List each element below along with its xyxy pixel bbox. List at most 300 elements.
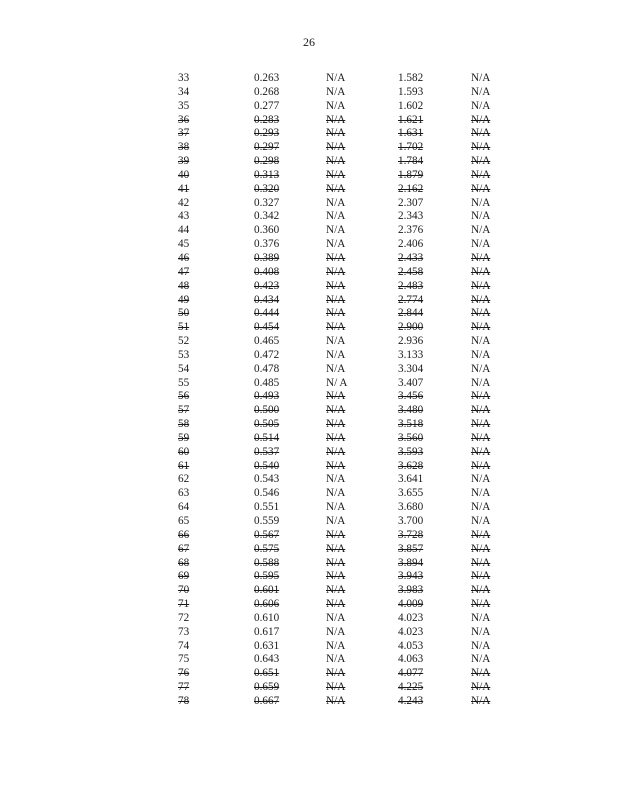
cell-text: N/A [326, 418, 346, 431]
cell-text: N/A [471, 611, 491, 624]
cell-text: N/A [326, 390, 346, 403]
cell-text: 68 [178, 556, 190, 569]
cell-text: N/A [471, 348, 491, 361]
cell-text: 52 [178, 335, 190, 348]
cell-text: 0.546 [254, 487, 280, 500]
cell-text: 33 [178, 72, 190, 84]
table-cell-row-index [178, 529, 254, 543]
table-row [178, 515, 501, 529]
table-cell-value-a [254, 377, 326, 391]
table-cell-value-c [398, 612, 471, 626]
cell-text: 0.540 [254, 459, 280, 472]
cell-text: 0.263 [254, 72, 280, 84]
cell-text: 4.243 [398, 694, 424, 707]
table-cell-row-index [178, 653, 254, 667]
table-cell-row-index [178, 294, 254, 308]
cell-text: N/A [471, 307, 491, 320]
cell-text: 2.900 [398, 321, 424, 334]
table-row [178, 473, 501, 487]
cell-text: N/A [326, 127, 346, 140]
cell-text: N/A [326, 445, 346, 458]
table-cell-value-c [398, 72, 471, 86]
table-cell-row-index [178, 86, 254, 100]
page-number: 26 [303, 35, 315, 49]
table-row-struck [178, 584, 501, 598]
table-row [178, 238, 501, 252]
table-cell-row-index [178, 280, 254, 294]
table-cell-value-a [254, 155, 326, 169]
table-cell-value-a [254, 584, 326, 598]
table-cell-row-index [178, 557, 254, 571]
table-cell-value-c [398, 695, 471, 709]
cell-text: N/A [471, 445, 491, 458]
table-cell-value-c [398, 294, 471, 308]
table-cell-row-index [178, 307, 254, 321]
table-cell-value-c [398, 570, 471, 584]
table-cell-value-c [398, 335, 471, 349]
cell-text: 40 [178, 168, 190, 181]
cell-text: 51 [178, 321, 190, 334]
table-cell-value-c [398, 501, 471, 515]
cell-text: 0.595 [254, 570, 280, 583]
table-cell-value-b [326, 141, 398, 155]
cell-text: 38 [178, 141, 190, 154]
table-cell-row-index [178, 183, 254, 197]
cell-text: N/A [471, 667, 491, 680]
cell-text: 0.667 [254, 694, 280, 707]
table-cell-value-b [326, 570, 398, 584]
cell-text: 0.434 [254, 293, 280, 306]
table-cell-value-c [398, 86, 471, 100]
cell-text: 2.376 [398, 224, 424, 237]
table-cell-value-d [471, 598, 501, 612]
cell-text: N/A [326, 681, 346, 694]
table-cell-value-d [471, 557, 501, 571]
table-cell-value-d [471, 584, 501, 598]
table-row [178, 86, 501, 100]
table-row-struck [178, 557, 501, 571]
table-row-struck [178, 446, 501, 460]
table-cell-value-d [471, 321, 501, 335]
table-row-struck [178, 404, 501, 418]
cell-text: 76 [178, 667, 190, 680]
cell-text: N/A [471, 542, 491, 555]
cell-text: 4.023 [398, 625, 424, 638]
cell-text: N/A [471, 584, 491, 597]
table-cell-value-d [471, 626, 501, 640]
cell-text: 0.389 [254, 251, 280, 264]
table-cell-value-c [398, 460, 471, 474]
table-cell-row-index [178, 626, 254, 640]
table-row-struck [178, 280, 501, 294]
cell-text: 45 [178, 238, 190, 251]
cell-text: 67 [178, 542, 190, 555]
cell-text: N/A [471, 113, 491, 126]
table-cell-value-a [254, 294, 326, 308]
cell-text: N/A [471, 556, 491, 569]
table-cell-value-d [471, 335, 501, 349]
table-cell-value-b [326, 377, 398, 391]
cell-text: 2.774 [398, 293, 424, 306]
table-cell-value-d [471, 653, 501, 667]
table-row [178, 100, 501, 114]
table-cell-value-a [254, 183, 326, 197]
table-cell-value-c [398, 363, 471, 377]
table-cell-value-d [471, 363, 501, 377]
table-cell-row-index [178, 515, 254, 529]
table-cell-value-c [398, 266, 471, 280]
cell-text: N/A [471, 196, 491, 209]
cell-text: N/A [471, 251, 491, 264]
table-cell-value-a [254, 557, 326, 571]
cell-text: N/A [471, 376, 491, 389]
table-cell-row-index [178, 363, 254, 377]
cell-text: 0.559 [254, 515, 280, 527]
cell-text: 49 [178, 293, 190, 306]
table-cell-value-d [471, 197, 501, 211]
table-cell-value-b [326, 224, 398, 238]
cell-text: 0.283 [254, 113, 280, 126]
table-cell-value-d [471, 114, 501, 128]
table-cell-value-b [326, 473, 398, 487]
table-cell-row-index [178, 598, 254, 612]
table-row-struck [178, 169, 501, 183]
table-cell-value-c [398, 390, 471, 404]
table-cell-value-a [254, 432, 326, 446]
table-cell-row-index [178, 640, 254, 654]
cell-text: N/A [326, 155, 346, 168]
cell-text: 2.433 [398, 251, 424, 264]
table-cell-value-a [254, 141, 326, 155]
cell-text: 47 [178, 265, 190, 278]
cell-text: N/A [326, 99, 346, 112]
data-table [178, 72, 501, 709]
cell-text: 0.277 [254, 99, 280, 112]
table-cell-value-b [326, 487, 398, 501]
cell-text: 55 [178, 376, 190, 389]
cell-text: 50 [178, 307, 190, 320]
cell-text: N/A [471, 265, 491, 278]
table-cell-value-a [254, 280, 326, 294]
table-cell-value-b [326, 349, 398, 363]
cell-text: N/A [326, 307, 346, 320]
table-cell-value-b [326, 169, 398, 183]
cell-text: N/A [326, 196, 346, 209]
table-cell-value-c [398, 224, 471, 238]
table-cell-value-b [326, 238, 398, 252]
table-cell-value-b [326, 280, 398, 294]
cell-text: N/A [326, 404, 346, 417]
table-row [178, 349, 501, 363]
cell-text: N/A [471, 390, 491, 403]
cell-text: 35 [178, 99, 190, 112]
cell-text: 0.423 [254, 279, 280, 292]
table-cell-row-index [178, 114, 254, 128]
table-cell-value-b [326, 460, 398, 474]
table-cell-value-a [254, 418, 326, 432]
table-cell-value-b [326, 197, 398, 211]
cell-text: 4.053 [398, 639, 424, 652]
table-cell-row-index [178, 584, 254, 598]
cell-text: 65 [178, 515, 190, 527]
table-cell-value-b [326, 114, 398, 128]
table-cell-value-c [398, 653, 471, 667]
table-row-struck [178, 460, 501, 474]
cell-text: 0.444 [254, 307, 280, 320]
cell-text: N/A [471, 238, 491, 251]
table-cell-value-b [326, 432, 398, 446]
cell-text: 0.327 [254, 196, 280, 209]
cell-text: 0.543 [254, 473, 280, 486]
cell-text: N/A [471, 598, 491, 611]
cell-text: 58 [178, 418, 190, 431]
table-cell-value-d [471, 224, 501, 238]
table-cell-value-d [471, 404, 501, 418]
cell-text: 0.298 [254, 155, 280, 168]
table-cell-value-a [254, 653, 326, 667]
cell-text: 0.588 [254, 556, 280, 569]
table-cell-value-d [471, 349, 501, 363]
table-cell-row-index [178, 210, 254, 224]
cell-text: 3.593 [398, 445, 424, 458]
cell-text: 2.406 [398, 238, 424, 251]
table-cell-value-b [326, 418, 398, 432]
cell-text: 4.023 [398, 611, 424, 624]
table-row-struck [178, 183, 501, 197]
cell-text: N/A [326, 113, 346, 126]
table-cell-value-c [398, 418, 471, 432]
table-cell-row-index [178, 266, 254, 280]
cell-text: N/A [471, 210, 491, 223]
cell-text: N/A [326, 639, 346, 652]
table-cell-value-a [254, 695, 326, 709]
table-cell-value-a [254, 252, 326, 266]
table-cell-value-a [254, 667, 326, 681]
cell-text: 46 [178, 251, 190, 264]
table-cell-value-b [326, 72, 398, 86]
cell-text: N/A [326, 265, 346, 278]
table-cell-value-b [326, 183, 398, 197]
table-cell-value-a [254, 446, 326, 460]
cell-text: 0.567 [254, 528, 280, 541]
table-cell-value-a [254, 349, 326, 363]
cell-text: 4.009 [398, 598, 424, 611]
cell-text: N/A [471, 99, 491, 112]
cell-text: N/A [326, 667, 346, 680]
table-row [178, 72, 501, 86]
cell-text: N/A [471, 694, 491, 707]
table-cell-value-b [326, 557, 398, 571]
cell-text: 77 [178, 681, 190, 694]
table-cell-value-b [326, 390, 398, 404]
cell-text: 1.621 [398, 113, 424, 126]
table-cell-value-c [398, 141, 471, 155]
table-row-struck [178, 432, 501, 446]
table-cell-value-c [398, 169, 471, 183]
table-cell-row-index [178, 252, 254, 266]
table-row-struck [178, 529, 501, 543]
table-cell-value-c [398, 584, 471, 598]
cell-text: 41 [178, 182, 190, 195]
table-row-struck [178, 695, 501, 709]
table-cell-value-d [471, 86, 501, 100]
table-row-struck [178, 252, 501, 266]
cell-text: N/A [326, 141, 346, 154]
table-cell-value-b [326, 155, 398, 169]
table-cell-value-b [326, 363, 398, 377]
table-row [178, 487, 501, 501]
table-row-struck [178, 114, 501, 128]
cell-text: 0.514 [254, 431, 280, 444]
cell-text: 37 [178, 127, 190, 140]
table-cell-value-c [398, 252, 471, 266]
cell-text: N/A [326, 694, 346, 707]
table-row-struck [178, 418, 501, 432]
cell-text: 71 [178, 598, 190, 611]
table-row-struck [178, 598, 501, 612]
cell-text: N/A [326, 431, 346, 444]
table-cell-value-b [326, 321, 398, 335]
cell-text: 2.936 [398, 335, 424, 348]
cell-text: 1.631 [398, 127, 424, 140]
cell-text: 42 [178, 196, 190, 209]
table-cell-value-d [471, 432, 501, 446]
cell-text: 2.483 [398, 279, 424, 292]
cell-text: 3.655 [398, 487, 424, 500]
cell-text: N/A [471, 459, 491, 472]
cell-text: 0.606 [254, 598, 280, 611]
cell-text: 0.472 [254, 348, 280, 361]
table-cell-value-b [326, 584, 398, 598]
cell-text: 0.465 [254, 335, 280, 348]
table-cell-value-b [326, 543, 398, 557]
table-cell-row-index [178, 487, 254, 501]
cell-text: 64 [178, 501, 190, 514]
table-cell-row-index [178, 169, 254, 183]
table-row-struck [178, 321, 501, 335]
table-cell-value-a [254, 100, 326, 114]
cell-text: N/A [326, 251, 346, 264]
table-row-struck [178, 390, 501, 404]
cell-text: 0.293 [254, 127, 280, 140]
table-cell-value-c [398, 100, 471, 114]
table-cell-row-index [178, 349, 254, 363]
table-cell-value-d [471, 280, 501, 294]
table-cell-value-b [326, 640, 398, 654]
table-cell-value-a [254, 626, 326, 640]
table-cell-value-b [326, 307, 398, 321]
cell-text: N/A [326, 515, 346, 527]
table-cell-value-b [326, 653, 398, 667]
cell-text: N/A [326, 556, 346, 569]
cell-text: 0.659 [254, 681, 280, 694]
cell-text: 66 [178, 528, 190, 541]
table-cell-row-index [178, 224, 254, 238]
cell-text: 1.602 [398, 99, 424, 112]
cell-text: 3.943 [398, 570, 424, 583]
cell-text: 3.641 [398, 473, 424, 486]
table-cell-value-d [471, 612, 501, 626]
cell-text: 3.304 [398, 362, 424, 375]
table-cell-value-b [326, 266, 398, 280]
table-cell-value-d [471, 390, 501, 404]
cell-text: N/A [326, 625, 346, 638]
cell-text: N/A [471, 570, 491, 583]
cell-text: N/A [326, 72, 346, 84]
cell-text: N/A [471, 224, 491, 237]
cell-text: 3.983 [398, 584, 424, 597]
table-row-struck [178, 155, 501, 169]
table-row [178, 626, 501, 640]
table-cell-value-d [471, 127, 501, 141]
table-cell-value-b [326, 626, 398, 640]
table-cell-value-c [398, 404, 471, 418]
cell-text: 2.343 [398, 210, 424, 223]
cell-text: 3.133 [398, 348, 424, 361]
table-cell-value-d [471, 210, 501, 224]
cell-text: 70 [178, 584, 190, 597]
cell-text: N/A [326, 321, 346, 334]
cell-text: 69 [178, 570, 190, 583]
table-cell-value-d [471, 695, 501, 709]
cell-text: 3.894 [398, 556, 424, 569]
cell-text: 36 [178, 113, 190, 126]
cell-text: 57 [178, 404, 190, 417]
table-cell-value-c [398, 183, 471, 197]
cell-text: N/A [326, 168, 346, 181]
table-cell-row-index [178, 501, 254, 515]
table-cell-row-index [178, 543, 254, 557]
cell-text: 3.456 [398, 390, 424, 403]
cell-text: N/A [471, 404, 491, 417]
cell-text: N/A [471, 279, 491, 292]
table-cell-value-a [254, 169, 326, 183]
table-cell-row-index [178, 141, 254, 155]
cell-text: N/A [326, 238, 346, 251]
cell-text: 0.643 [254, 653, 280, 666]
table-cell-value-a [254, 460, 326, 474]
cell-text: 0.493 [254, 390, 280, 403]
table-cell-value-a [254, 487, 326, 501]
cell-text: 39 [178, 155, 190, 168]
cell-text: N/A [326, 224, 346, 237]
table-cell-value-d [471, 681, 501, 695]
cell-text: N/A [326, 293, 346, 306]
cell-text: N/A [471, 431, 491, 444]
table-cell-value-c [398, 127, 471, 141]
cell-text: N/A [471, 168, 491, 181]
cell-text: N/A [471, 293, 491, 306]
table-row-struck [178, 543, 501, 557]
table-row-struck [178, 681, 501, 695]
table-cell-value-a [254, 515, 326, 529]
cell-text: N/A [471, 85, 491, 98]
table-cell-value-c [398, 155, 471, 169]
cell-text: 72 [178, 611, 190, 624]
cell-text: 4.063 [398, 653, 424, 666]
table-cell-value-b [326, 667, 398, 681]
cell-text: N/A [326, 473, 346, 486]
table-cell-value-d [471, 543, 501, 557]
cell-text: N/A [471, 625, 491, 638]
table-cell-value-d [471, 183, 501, 197]
table-cell-value-b [326, 681, 398, 695]
table-cell-value-d [471, 667, 501, 681]
cell-text: 1.702 [398, 141, 424, 154]
cell-text: 0.320 [254, 182, 280, 195]
table-row-struck [178, 307, 501, 321]
cell-text: N/A [326, 528, 346, 541]
